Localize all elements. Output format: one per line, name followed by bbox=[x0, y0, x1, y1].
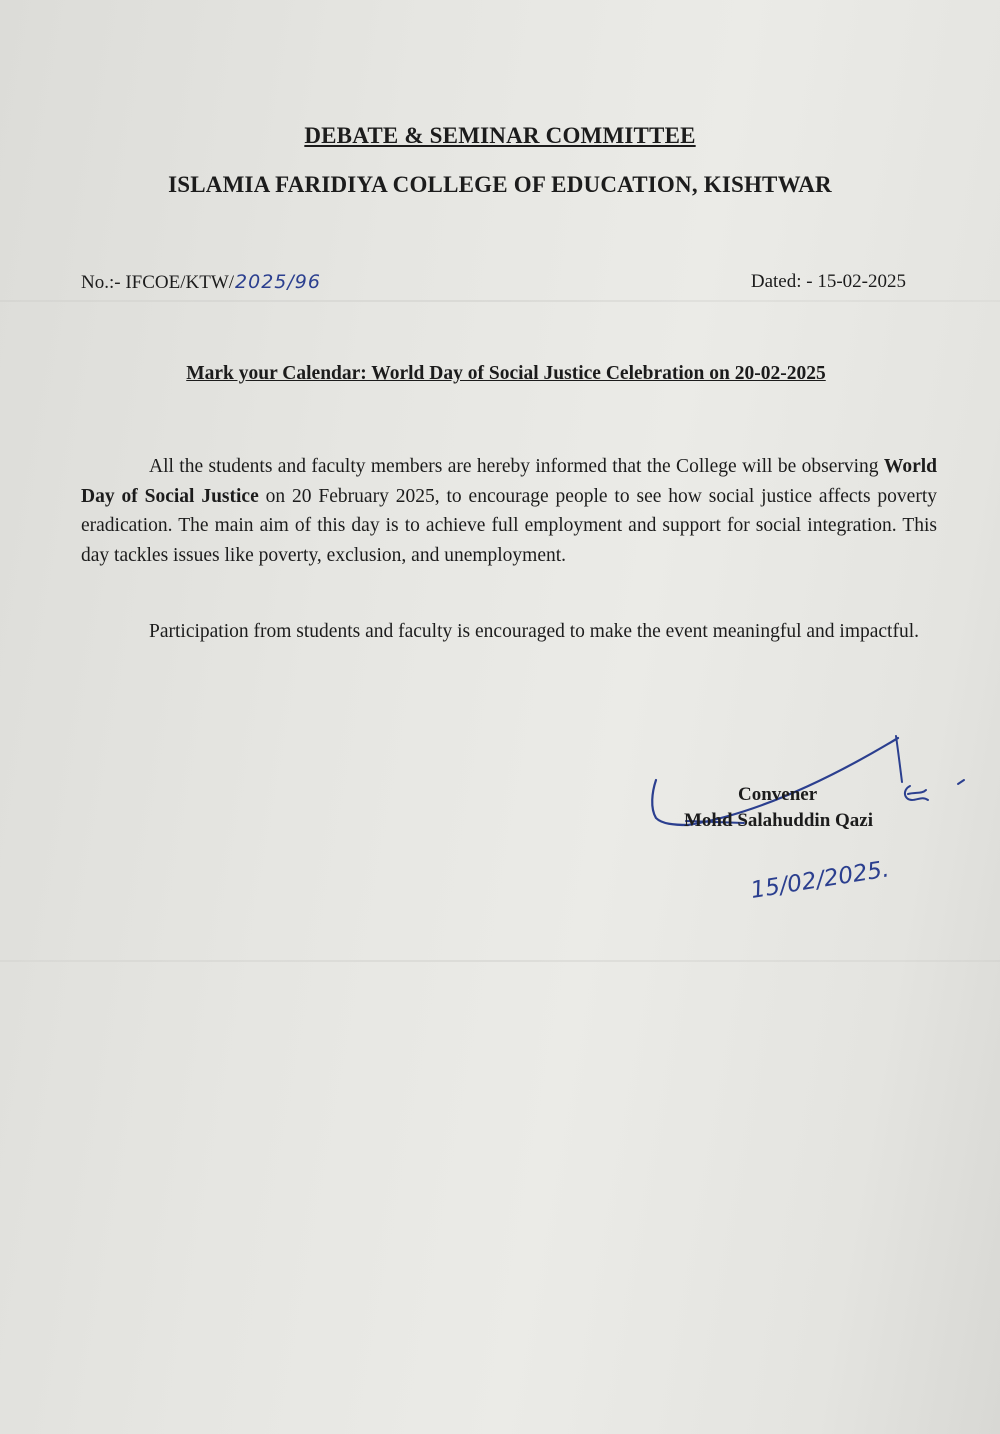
subject-line: Mark your Calendar: World Day of Social Justice Celebration on 20-02-2025 bbox=[186, 363, 826, 384]
para1-bold-event: World Day of Social Justice bbox=[81, 456, 937, 507]
para1-text-end: on 20 February 2025, to encourage people to see how social justice affects poverty eradication. The main aim of this day is to achieve full employment and support for social integration. This day tackles issues like poverty, exclusion, and unemployment. bbox=[81, 485, 937, 566]
date-line: Dated: - 15-02-2025 bbox=[750, 271, 906, 292]
paper-crease bbox=[0, 960, 1000, 962]
para1-text-start: All the students and faculty members are hereby informed that the College will be observing bbox=[149, 456, 884, 477]
signature-date: 15/02/2025. bbox=[748, 856, 892, 904]
paper-crease bbox=[0, 300, 1000, 302]
para2-text: Participation from students and faculty is encouraged to make the event meaningful and impactful. bbox=[149, 621, 920, 642]
committee-heading: DEBATE & SEMINAR COMMITTEE bbox=[304, 123, 696, 148]
signatory-block bbox=[680, 782, 920, 834]
body-paragraph-2 bbox=[81, 617, 937, 647]
reference-handwritten: 2025/96 bbox=[235, 271, 321, 293]
college-heading: ISLAMIA FARIDIYA COLLEGE OF EDUCATION, KISHTWAR bbox=[168, 172, 832, 197]
reference-prefix: No.:- IFCOE/KTW/ bbox=[81, 272, 235, 293]
signatory-title: Convener bbox=[738, 784, 818, 805]
body-paragraph-1 bbox=[81, 452, 937, 570]
signatory-name: Mohd Salahuddin Qazi bbox=[684, 810, 874, 831]
reference-number bbox=[81, 271, 321, 294]
